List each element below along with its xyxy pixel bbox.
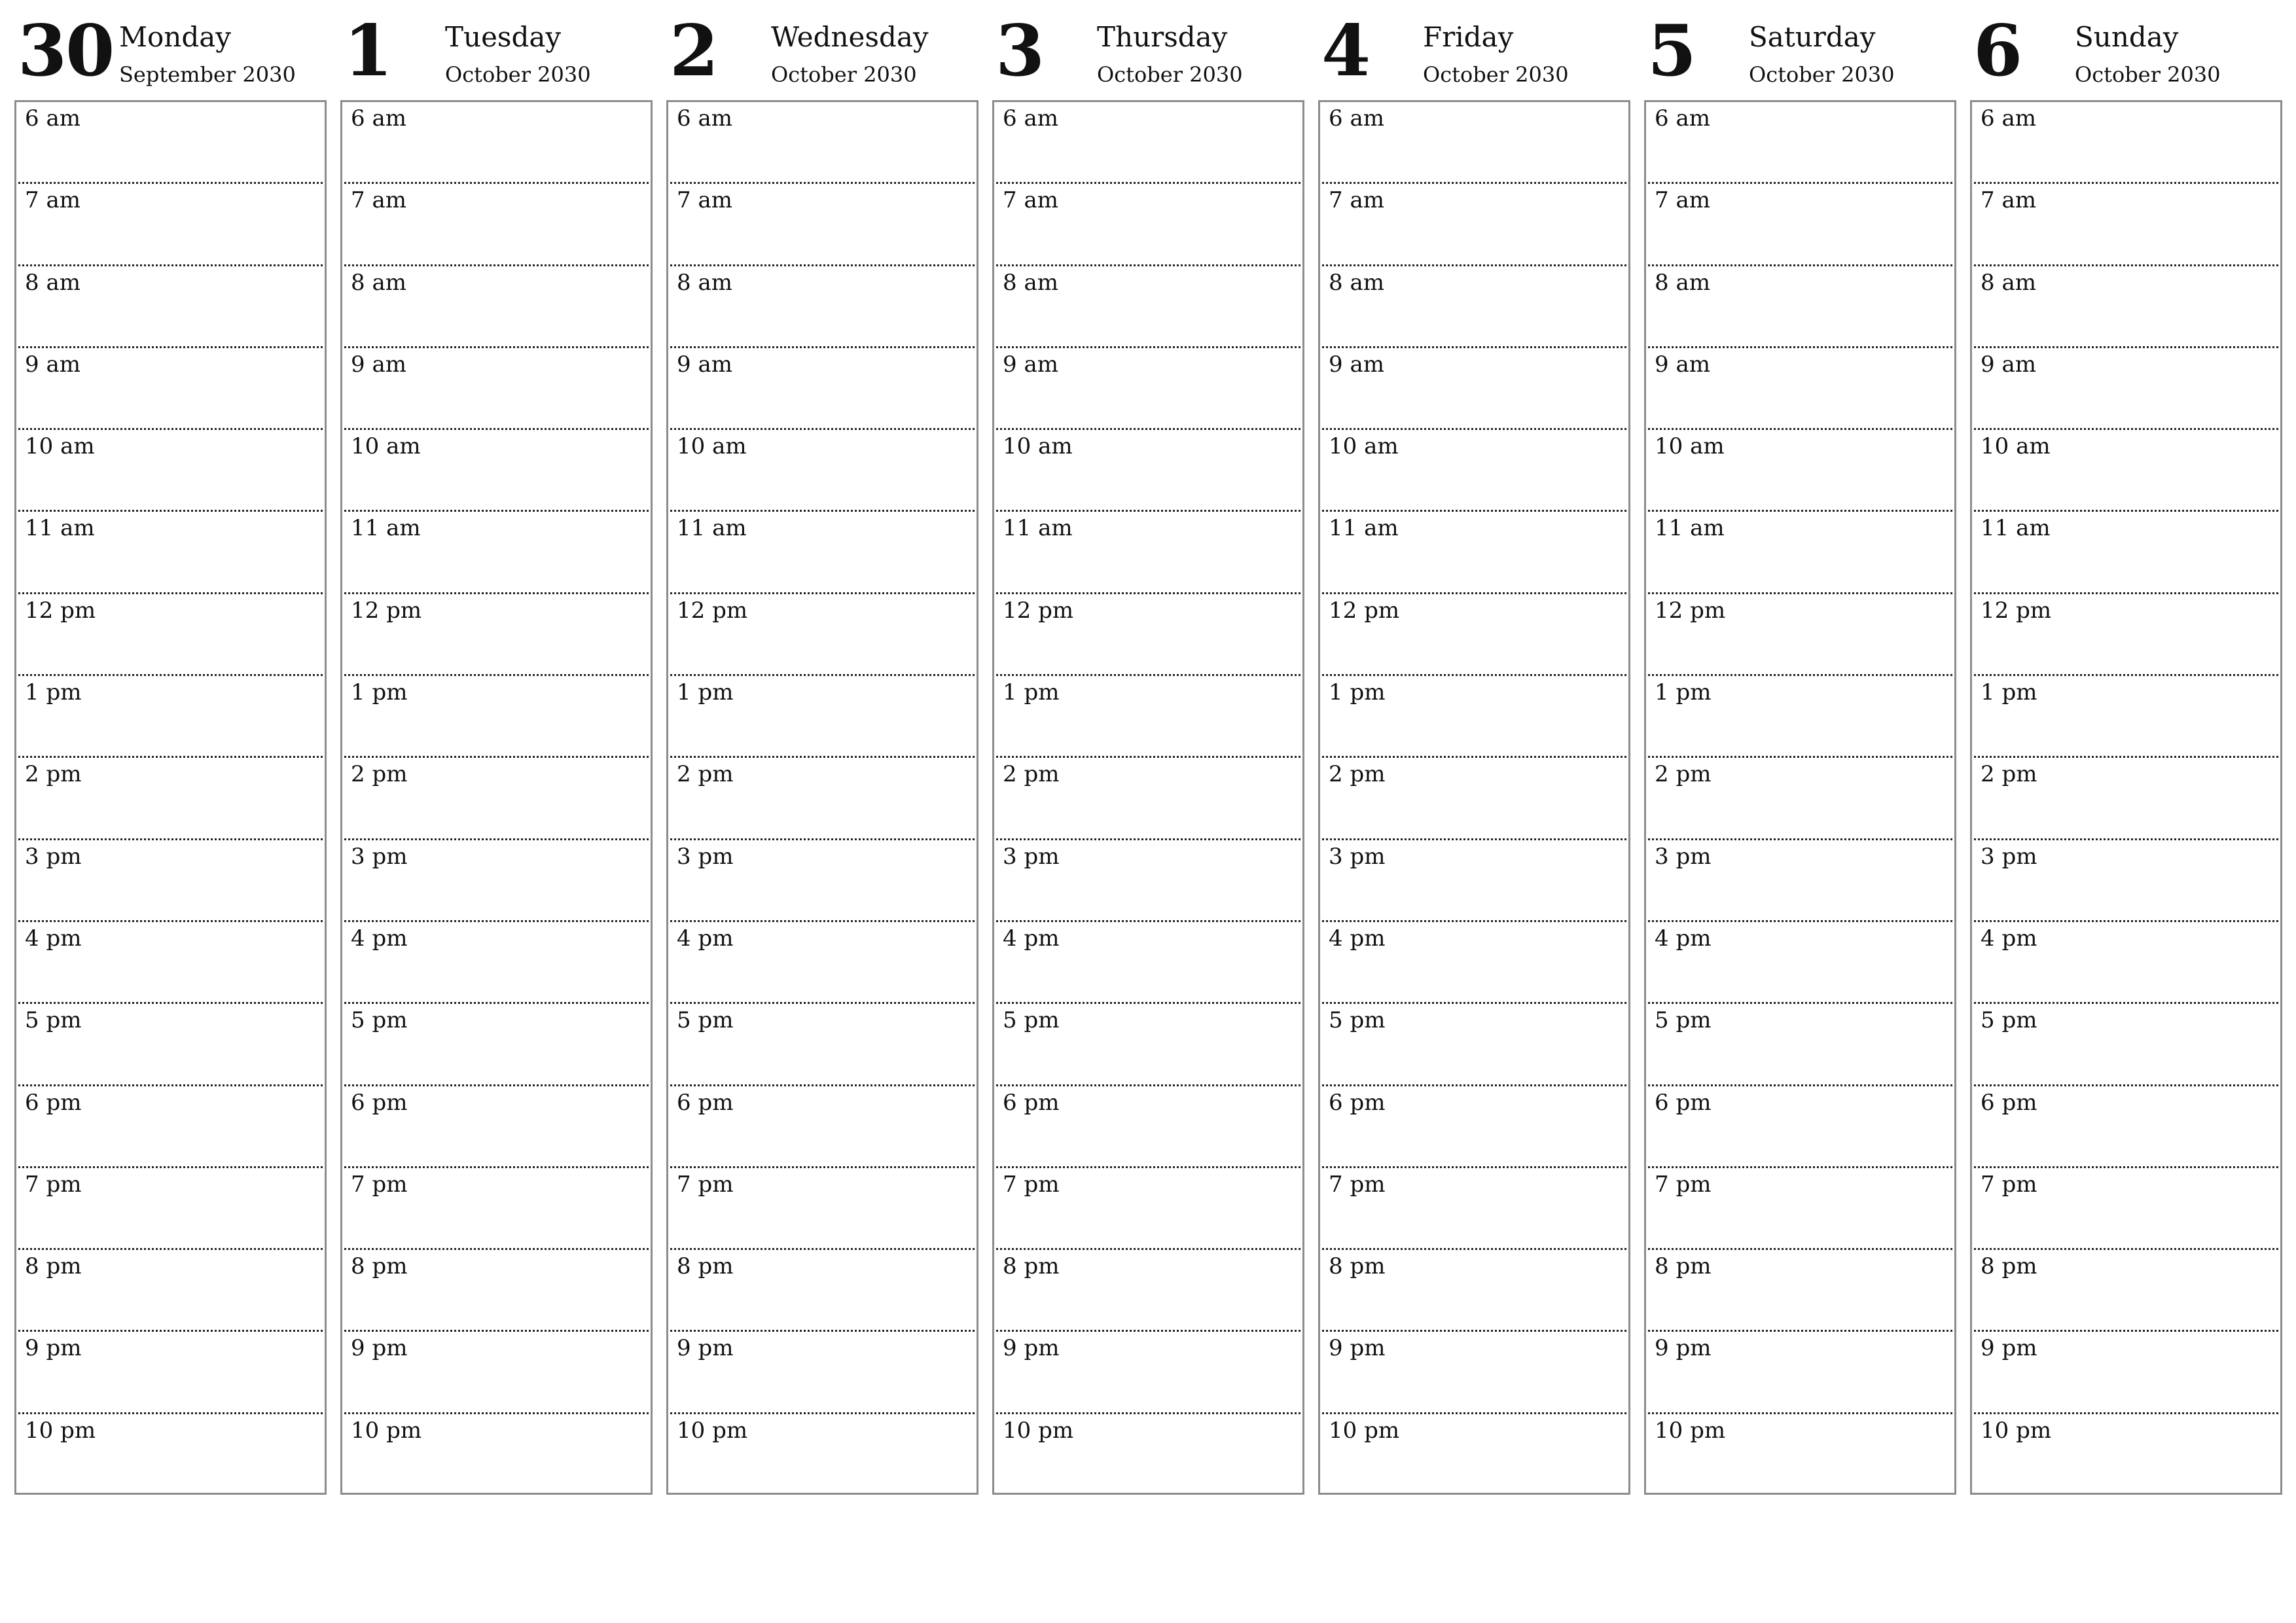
hour-slot[interactable]: [1648, 922, 1952, 1004]
hour-slot[interactable]: [1322, 922, 1626, 1004]
hour-label: 8 am: [1003, 269, 1058, 296]
hour-slot[interactable]: [670, 922, 975, 1004]
day-number: 2: [670, 10, 718, 92]
hour-slot[interactable]: [996, 676, 1300, 758]
hour-label: 4 pm: [1329, 925, 1386, 952]
hour-label: 12 pm: [1329, 597, 1400, 624]
day-column: [1644, 0, 1956, 1444]
hour-label: 3 pm: [1003, 843, 1060, 870]
day-header: [340, 0, 653, 100]
hour-label: 10 am: [351, 433, 421, 460]
hour-label: 9 pm: [351, 1335, 408, 1362]
hour-slot[interactable]: [1322, 1086, 1626, 1168]
hour-label: 5 pm: [1329, 1007, 1386, 1034]
day-name: Wednesday: [771, 21, 929, 53]
hour-label: 3 pm: [1655, 843, 1712, 870]
hour-slot[interactable]: [1974, 1004, 2278, 1086]
hour-label: 4 pm: [25, 925, 82, 952]
hour-slot[interactable]: [1648, 184, 1952, 266]
hour-label: 7 pm: [351, 1171, 408, 1198]
hour-label: 8 pm: [25, 1253, 82, 1280]
hour-slot[interactable]: [1974, 102, 2278, 184]
hour-label: 12 pm: [1981, 597, 2052, 624]
hour-label: 11 am: [677, 515, 747, 542]
hour-label: 6 pm: [1981, 1089, 2037, 1116]
hour-label: 10 pm: [1003, 1417, 1074, 1444]
day-number: 4: [1321, 10, 1370, 92]
hour-label: 9 pm: [1981, 1335, 2037, 1362]
hour-label: 1 pm: [677, 679, 734, 706]
hour-label: 4 pm: [677, 925, 734, 952]
hour-label: 5 pm: [1003, 1007, 1060, 1034]
hour-label: 12 pm: [677, 597, 748, 624]
hour-label: 9 am: [1329, 351, 1384, 378]
hour-label: 7 pm: [25, 1171, 82, 1198]
day-name: Tuesday: [445, 21, 562, 53]
hour-slot[interactable]: [1974, 1332, 2278, 1414]
hour-label: 5 pm: [25, 1007, 82, 1034]
hour-slot[interactable]: [996, 512, 1300, 594]
hour-label: 10 pm: [1329, 1417, 1400, 1444]
hour-slot[interactable]: [344, 1332, 649, 1414]
hour-slot[interactable]: [1322, 102, 1626, 184]
hour-slot[interactable]: [1322, 1250, 1626, 1332]
hour-slot[interactable]: [670, 1414, 975, 1496]
hour-slot[interactable]: [344, 758, 649, 840]
hour-slot[interactable]: [344, 430, 649, 512]
hour-slot[interactable]: [670, 102, 975, 184]
hour-label: 6 pm: [25, 1089, 82, 1116]
hour-slot[interactable]: [1322, 594, 1626, 676]
day-schedule-box: [1644, 100, 1956, 1495]
hour-slot[interactable]: [996, 184, 1300, 266]
hour-slot[interactable]: [18, 1086, 323, 1168]
hour-slot[interactable]: [1648, 840, 1952, 922]
hour-label: 7 am: [1003, 187, 1058, 214]
month-year: October 2030: [1423, 62, 1569, 87]
hour-label: 7 am: [351, 187, 406, 214]
month-year: September 2030: [119, 62, 296, 87]
hour-label: 10 pm: [677, 1417, 748, 1444]
hour-label: 3 pm: [1981, 843, 2037, 870]
hour-slot[interactable]: [18, 840, 323, 922]
hour-label: 4 pm: [1981, 925, 2037, 952]
hour-label: 9 am: [1981, 351, 2036, 378]
hour-slot[interactable]: [1648, 1332, 1952, 1414]
hour-slot[interactable]: [670, 266, 975, 348]
hour-label: 12 pm: [25, 597, 96, 624]
hour-label: 2 pm: [677, 761, 734, 788]
hour-slot[interactable]: [670, 840, 975, 922]
hour-slot[interactable]: [344, 1168, 649, 1250]
hour-slot[interactable]: [996, 1414, 1300, 1496]
hour-slot[interactable]: [670, 1168, 975, 1250]
hour-label: 10 am: [1003, 433, 1073, 460]
hour-slot[interactable]: [1648, 1086, 1952, 1168]
hour-slot[interactable]: [1974, 266, 2278, 348]
hour-slot[interactable]: [18, 1414, 323, 1496]
hour-slot[interactable]: [1974, 594, 2278, 676]
hour-slot[interactable]: [1322, 676, 1626, 758]
hour-slot[interactable]: [996, 266, 1300, 348]
hour-label: 12 pm: [351, 597, 422, 624]
hour-label: 7 am: [1655, 187, 1710, 214]
hour-label: 1 pm: [1655, 679, 1712, 706]
month-year: October 2030: [2075, 62, 2221, 87]
hour-label: 2 pm: [1981, 761, 2037, 788]
hour-label: 7 am: [1981, 187, 2036, 214]
hour-slot[interactable]: [996, 1332, 1300, 1414]
hour-label: 8 am: [1655, 269, 1710, 296]
hour-label: 12 pm: [1655, 597, 1726, 624]
hour-slot[interactable]: [344, 1250, 649, 1332]
hour-label: 8 pm: [1003, 1253, 1060, 1280]
month-year: October 2030: [445, 62, 591, 87]
day-number: 1: [344, 10, 392, 92]
day-header: [1970, 0, 2282, 100]
day-schedule-box: [14, 100, 327, 1495]
hour-slot[interactable]: [1322, 758, 1626, 840]
hour-slot[interactable]: [996, 1168, 1300, 1250]
hour-slot[interactable]: [18, 676, 323, 758]
month-year: October 2030: [1097, 62, 1243, 87]
day-column: [666, 0, 978, 1444]
day-header: [1318, 0, 1630, 100]
month-year: October 2030: [1749, 62, 1895, 87]
hour-slot[interactable]: [996, 1086, 1300, 1168]
hour-label: 8 am: [351, 269, 406, 296]
day-schedule-box: [992, 100, 1304, 1495]
hour-slot[interactable]: [996, 102, 1300, 184]
hour-label: 1 pm: [1981, 679, 2037, 706]
hour-slot[interactable]: [1322, 840, 1626, 922]
hour-slot[interactable]: [670, 1086, 975, 1168]
hour-slot[interactable]: [1322, 348, 1626, 430]
hour-label: 3 pm: [25, 843, 82, 870]
hour-label: 7 pm: [1655, 1171, 1712, 1198]
hour-label: 12 pm: [1003, 597, 1074, 624]
day-header: [1644, 0, 1956, 100]
hour-slot[interactable]: [18, 102, 323, 184]
hour-slot[interactable]: [18, 594, 323, 676]
day-column: [1318, 0, 1630, 1444]
hour-label: 1 pm: [1329, 679, 1386, 706]
hour-slot[interactable]: [1974, 758, 2278, 840]
hour-label: 10 am: [1329, 433, 1399, 460]
hour-slot[interactable]: [1322, 512, 1626, 594]
hour-label: 8 pm: [351, 1253, 408, 1280]
hour-slot[interactable]: [344, 922, 649, 1004]
hour-label: 6 am: [1655, 105, 1710, 132]
hour-slot[interactable]: [18, 1168, 323, 1250]
hour-label: 9 pm: [1655, 1335, 1712, 1362]
hour-label: 6 pm: [1329, 1089, 1386, 1116]
hour-label: 10 am: [1981, 433, 2051, 460]
hour-slot[interactable]: [996, 840, 1300, 922]
day-number: 6: [1973, 10, 2022, 92]
hour-slot[interactable]: [996, 1004, 1300, 1086]
hour-slot[interactable]: [1974, 1250, 2278, 1332]
hour-slot[interactable]: [344, 512, 649, 594]
hour-label: 11 am: [1003, 515, 1073, 542]
hour-label: 9 pm: [25, 1335, 82, 1362]
hour-slot[interactable]: [1322, 266, 1626, 348]
hour-label: 3 pm: [677, 843, 734, 870]
hour-label: 4 pm: [1655, 925, 1712, 952]
hour-label: 9 am: [25, 351, 81, 378]
hour-label: 9 am: [677, 351, 732, 378]
hour-label: 11 am: [1329, 515, 1399, 542]
hour-label: 6 pm: [351, 1089, 408, 1116]
hour-label: 2 pm: [351, 761, 408, 788]
hour-slot[interactable]: [1322, 1414, 1626, 1496]
hour-slot[interactable]: [18, 922, 323, 1004]
hour-label: 5 pm: [351, 1007, 408, 1034]
hour-slot[interactable]: [1974, 840, 2278, 922]
hour-label: 6 am: [1003, 105, 1058, 132]
hour-slot[interactable]: [1974, 1086, 2278, 1168]
hour-slot[interactable]: [18, 512, 323, 594]
hour-label: 6 am: [1981, 105, 2036, 132]
hour-slot[interactable]: [1322, 184, 1626, 266]
hour-label: 2 pm: [25, 761, 82, 788]
hour-slot[interactable]: [344, 102, 649, 184]
hour-label: 3 pm: [1329, 843, 1386, 870]
hour-label: 4 pm: [351, 925, 408, 952]
hour-slot[interactable]: [670, 184, 975, 266]
hour-label: 7 am: [677, 187, 732, 214]
hour-label: 7 am: [25, 187, 81, 214]
day-header: [14, 0, 327, 100]
hour-slot[interactable]: [344, 348, 649, 430]
hour-label: 8 pm: [1655, 1253, 1712, 1280]
hour-label: 10 pm: [1981, 1417, 2052, 1444]
hour-slot[interactable]: [1648, 1414, 1952, 1496]
hour-label: 9 pm: [677, 1335, 734, 1362]
day-column: [1970, 0, 2282, 1444]
hour-label: 5 pm: [1981, 1007, 2037, 1034]
hour-label: 7 pm: [677, 1171, 734, 1198]
hour-slot[interactable]: [344, 594, 649, 676]
hour-slot[interactable]: [18, 1004, 323, 1086]
hour-label: 9 am: [351, 351, 406, 378]
hour-label: 6 am: [351, 105, 406, 132]
hour-slot[interactable]: [670, 512, 975, 594]
hour-label: 8 am: [1329, 269, 1384, 296]
hour-slot[interactable]: [1322, 1004, 1626, 1086]
hour-slot[interactable]: [1648, 1250, 1952, 1332]
hour-label: 11 am: [1981, 515, 2051, 542]
day-name: Monday: [119, 21, 231, 53]
hour-label: 8 pm: [1981, 1253, 2037, 1280]
hour-slot[interactable]: [1974, 348, 2278, 430]
hour-label: 10 am: [1655, 433, 1725, 460]
hour-slot[interactable]: [344, 676, 649, 758]
hour-slot[interactable]: [670, 1332, 975, 1414]
hour-label: 9 pm: [1329, 1335, 1386, 1362]
hour-label: 11 am: [25, 515, 95, 542]
hour-label: 10 am: [677, 433, 747, 460]
hour-label: 10 pm: [1655, 1417, 1726, 1444]
day-column: [340, 0, 653, 1444]
hour-label: 9 am: [1655, 351, 1710, 378]
hour-label: 10 pm: [25, 1417, 96, 1444]
hour-label: 8 am: [1981, 269, 2036, 296]
hour-slot[interactable]: [1648, 1004, 1952, 1086]
hour-slot[interactable]: [670, 348, 975, 430]
hour-slot[interactable]: [344, 266, 649, 348]
hour-label: 7 pm: [1981, 1171, 2037, 1198]
hour-label: 9 am: [1003, 351, 1058, 378]
hour-label: 8 am: [25, 269, 81, 296]
hour-label: 6 am: [1329, 105, 1384, 132]
hour-slot[interactable]: [670, 430, 975, 512]
hour-label: 3 pm: [351, 843, 408, 870]
hour-slot[interactable]: [344, 1086, 649, 1168]
hour-slot[interactable]: [1648, 348, 1952, 430]
hour-slot[interactable]: [1974, 922, 2278, 1004]
hour-slot[interactable]: [344, 184, 649, 266]
hour-slot[interactable]: [1974, 676, 2278, 758]
hour-slot[interactable]: [18, 266, 323, 348]
hour-slot[interactable]: [1322, 1168, 1626, 1250]
hour-slot[interactable]: [1648, 594, 1952, 676]
hour-slot[interactable]: [1648, 512, 1952, 594]
hour-slot[interactable]: [1648, 430, 1952, 512]
hour-slot[interactable]: [1648, 102, 1952, 184]
day-number: 30: [18, 10, 114, 92]
hour-slot[interactable]: [1322, 430, 1626, 512]
hour-slot[interactable]: [344, 1004, 649, 1086]
hour-slot[interactable]: [1974, 1168, 2278, 1250]
hour-label: 2 pm: [1329, 761, 1386, 788]
hour-slot[interactable]: [18, 184, 323, 266]
hour-label: 8 pm: [677, 1253, 734, 1280]
hour-slot[interactable]: [18, 430, 323, 512]
hour-slot[interactable]: [344, 1414, 649, 1496]
hour-slot[interactable]: [996, 1250, 1300, 1332]
hour-slot[interactable]: [344, 840, 649, 922]
hour-label: 7 am: [1329, 187, 1384, 214]
hour-label: 6 am: [677, 105, 732, 132]
day-name: Saturday: [1749, 21, 1876, 53]
day-header: [992, 0, 1304, 100]
day-schedule-box: [340, 100, 653, 1495]
hour-slot[interactable]: [1974, 184, 2278, 266]
hour-slot[interactable]: [670, 1004, 975, 1086]
day-name: Friday: [1423, 21, 1514, 53]
hour-slot[interactable]: [18, 1332, 323, 1414]
hour-label: 4 pm: [1003, 925, 1060, 952]
hour-slot[interactable]: [996, 922, 1300, 1004]
hour-slot[interactable]: [1648, 758, 1952, 840]
day-number: 5: [1647, 10, 1696, 92]
hour-slot[interactable]: [670, 676, 975, 758]
day-column: [992, 0, 1304, 1444]
hour-slot[interactable]: [996, 348, 1300, 430]
hour-label: 10 am: [25, 433, 95, 460]
day-header: [666, 0, 978, 100]
hour-slot[interactable]: [1648, 676, 1952, 758]
hour-label: 8 pm: [1329, 1253, 1386, 1280]
hour-slot[interactable]: [1648, 266, 1952, 348]
hour-label: 11 am: [1655, 515, 1725, 542]
hour-label: 8 am: [677, 269, 732, 296]
day-schedule-box: [1970, 100, 2282, 1495]
hour-slot[interactable]: [18, 348, 323, 430]
hour-slot[interactable]: [670, 758, 975, 840]
day-schedule-box: [1318, 100, 1630, 1495]
hour-slot[interactable]: [1974, 430, 2278, 512]
day-name: Sunday: [2075, 21, 2179, 53]
hour-label: 7 pm: [1329, 1171, 1386, 1198]
day-number: 3: [996, 10, 1044, 92]
hour-slot[interactable]: [670, 594, 975, 676]
hour-slot[interactable]: [1974, 512, 2278, 594]
hour-label: 9 pm: [1003, 1335, 1060, 1362]
day-column: [14, 0, 327, 1444]
hour-label: 11 am: [351, 515, 421, 542]
hour-label: 6 pm: [1655, 1089, 1712, 1116]
hour-label: 7 pm: [1003, 1171, 1060, 1198]
hour-label: 5 pm: [1655, 1007, 1712, 1034]
hour-label: 10 pm: [351, 1417, 422, 1444]
hour-slot[interactable]: [1648, 1168, 1952, 1250]
hour-label: 1 pm: [25, 679, 82, 706]
hour-slot[interactable]: [996, 430, 1300, 512]
hour-slot[interactable]: [1322, 1332, 1626, 1414]
hour-label: 6 pm: [1003, 1089, 1060, 1116]
hour-slot[interactable]: [1974, 1414, 2278, 1496]
hour-slot[interactable]: [670, 1250, 975, 1332]
hour-slot[interactable]: [18, 1250, 323, 1332]
day-name: Thursday: [1097, 21, 1228, 53]
hour-slot[interactable]: [996, 594, 1300, 676]
hour-label: 1 pm: [1003, 679, 1060, 706]
hour-label: 2 pm: [1003, 761, 1060, 788]
month-year: October 2030: [771, 62, 917, 87]
hour-slot[interactable]: [996, 758, 1300, 840]
hour-label: 2 pm: [1655, 761, 1712, 788]
hour-label: 5 pm: [677, 1007, 734, 1034]
hour-slot[interactable]: [18, 758, 323, 840]
hour-label: 1 pm: [351, 679, 408, 706]
hour-label: 6 am: [25, 105, 81, 132]
day-schedule-box: [666, 100, 978, 1495]
hour-label: 6 pm: [677, 1089, 734, 1116]
